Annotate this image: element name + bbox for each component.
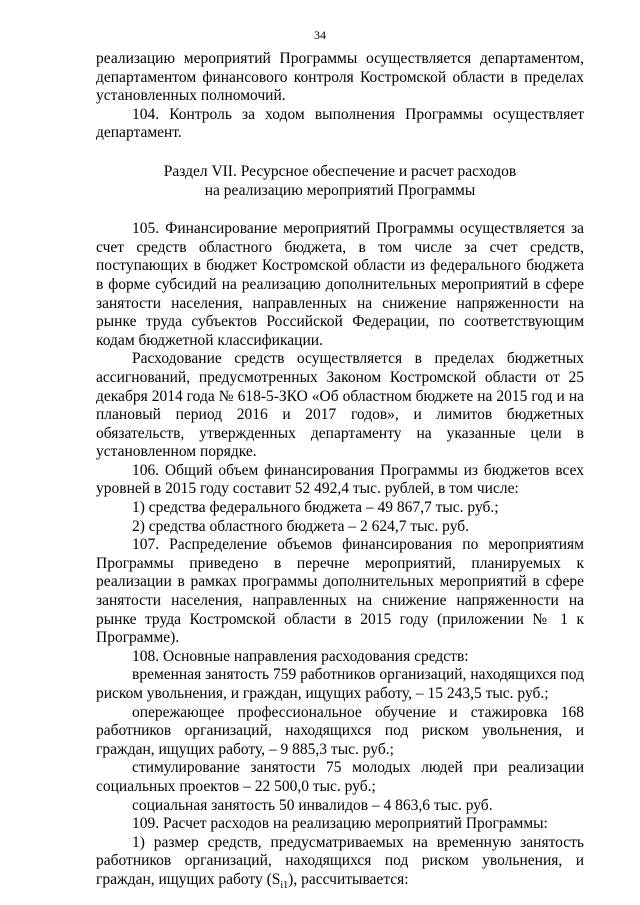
paragraph-106: 106. Общий объем финансирования Программы из бюджетов всех уровней в 2015 году составит 52 492,4 тыс. рублей, в том числе: [96, 461, 584, 498]
list-item-training: опережающее профессиональное обучение и стажировка 168 работников организаций, находящихся под риском увольнения, и граждан, ищущих работу, – 9 885,3 тыс. руб.; [96, 703, 584, 758]
list-item-social-employment: социальная занятость 50 инвалидов – 4 863,6 тыс. руб. [132, 796, 493, 814]
paragraph-104: 104. Контроль за ходом выполнения Программы осуществляет департамент. [96, 105, 584, 142]
section-heading-line2: на реализацию мероприятий Программы [204, 181, 476, 199]
paragraph-109-item-1 [96, 834, 584, 890]
list-item-temporary-employment: временная занятость 759 работников организаций, находящихся под риском увольнения, и граждан, ищущих работу, – 15 243,5 тыс. руб.; [96, 666, 584, 702]
list-item-federal-budget: 1) средства федерального бюджета – 49 867,7 тыс. руб.; [132, 499, 499, 517]
paragraph-107: 107. Распределение объемов финансирования по мероприятиям Программы приведено в перечне мероприятий, планируемых к реализации в рамках программы дополнительных мероприятий в сфере занятости населения, направленных на снижение напряженности на рынке труда Костромской области в 2015 году (приложении № 1 к Программе). [96, 536, 584, 647]
paragraph-109: 109. Расчет расходов на реализацию мероприятий Программы: [132, 815, 548, 833]
section-heading-line1: Раздел VII. Ресурсное обеспечение и расчет расходов [163, 162, 517, 180]
paragraph-108: 108. Основные направления расходования средств: [132, 647, 469, 665]
document-body [96, 50, 584, 890]
paragraph-105: 105. Финансирование мероприятий Программы осуществляется за счет средств областного бюджета, в том числе за счет средств, поступающих в бюджет Костромской области из федерального бюджета в форме субсидий на реализацию дополнительных мероприятий в сфере занятости населения, направленных на снижение напряженности на рынке труда субъектов Российской Федерации, по соответствующим кодам бюджетной классификации. [96, 220, 584, 349]
paragraph-continuation: реализацию мероприятий Программы осуществляется департаментом, департаментом финансового контроля Костромской области в пределах установленных полномочий. [96, 50, 584, 105]
paragraph-109-item-1-text: 1) размер средств, предусматриваемых на временную занятость работников организаций, находящихся под риском увольнения, и граждан, ищущих работу (S [96, 833, 584, 888]
list-item-regional-budget: 2) средства областного бюджета – 2 624,7 тыс. руб. [132, 517, 469, 535]
paragraph-109-item-1-end: ), рассчитывается: [288, 870, 409, 888]
paragraph-spending: Расходование средств осуществляется в пределах бюджетных ассигнований, предусмотренных Законом Костромской области от 25 декабря 2014 года № 618-5-ЗКО «Об областном бюджете на 2015 год и на плановый период 2016 и 2017 годов», и лимитов бюджетных обязательств, утвержденных департаменту на указанные цели в установленном порядке. [96, 350, 584, 461]
page-number: 34 [314, 28, 326, 42]
subscript-index: i1 [280, 880, 289, 892]
list-item-youth-employment: стимулирование занятости 75 молодых людей при реализации социальных проектов – 22 500,0 тыс. руб.; [96, 759, 584, 795]
